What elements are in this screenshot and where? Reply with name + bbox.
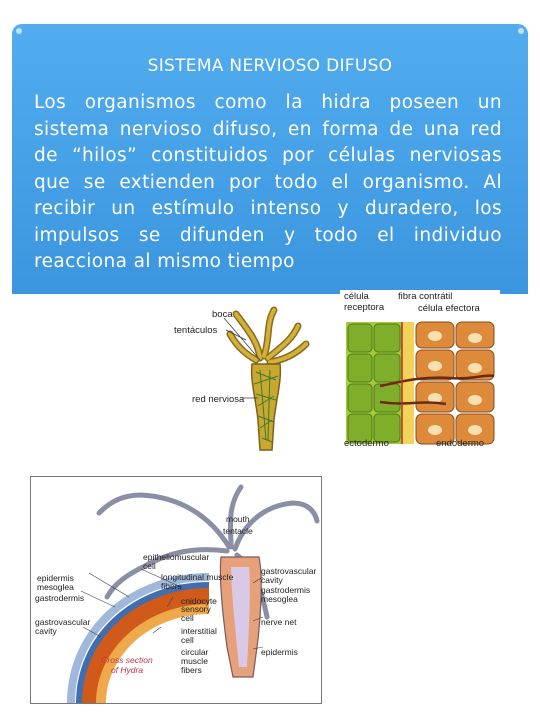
label-mesoglea: mesoglea — [37, 582, 74, 592]
label-interstitial: interstitial cell — [181, 626, 217, 645]
label-red-nerviosa: red nerviosa — [192, 394, 245, 405]
label-cnidocyte: cnidocyte — [181, 596, 217, 606]
label-gastrodermis-right: gastrodermis — [261, 585, 311, 595]
label-celula-receptora: célula receptora — [344, 291, 385, 313]
label-gastrovascular: gastrovascular cavity — [35, 617, 91, 636]
label-fibra-contratil: fibra contrátil — [398, 291, 453, 302]
label-ectodermo: ectodermo — [344, 438, 389, 449]
hydra-illustration — [170, 300, 338, 458]
hydra-cross-section-figure — [30, 476, 322, 704]
label-celula-efectora: célula efectora — [418, 303, 480, 314]
label-gastrodermis: gastrodermis — [35, 593, 85, 603]
label-tentaculos: tentáculos — [174, 325, 218, 336]
label-boca: boca — [212, 309, 233, 320]
label-nerve-net: nerve net — [261, 617, 297, 627]
label-cross-section: Cross section of Hydra — [101, 655, 153, 675]
label-mouth: mouth — [226, 514, 250, 524]
decor-dot — [16, 28, 22, 34]
label-endodermo: endodermo — [436, 438, 485, 449]
label-circular: circular muscle fibers — [181, 647, 209, 675]
decor-dot — [518, 28, 524, 34]
hydra-nerve-net-figure — [170, 300, 338, 458]
label-mesoglea-right: mesoglea — [261, 594, 298, 604]
label-epitheliomuscular: epitheliomuscular cell — [143, 552, 210, 571]
label-epidermis-right: epidermis — [261, 647, 298, 657]
label-tentacle: tentacle — [223, 526, 253, 536]
label-gvc-right: gastrovascular cavity — [261, 566, 317, 585]
cell-layers-figure — [340, 290, 500, 460]
label-epidermis: epidermis — [37, 573, 74, 583]
slide-title: SISTEMA NERVIOSO DIFUSO — [147, 56, 393, 76]
slide-paragraph: Los organismos como la hidra poseen un sistema nervioso difuso, en forma de una red de “hilos” constituidos por células nerviosas que se extienden por todo el organismo. Al recibir un estímulo intenso y duradero, los impulsos se difunden y todo el individuo reacciona al mismo tiempo — [34, 92, 502, 272]
cell-layers-illustration — [340, 316, 500, 456]
label-longitudinal: longitudinal muscle fibers — [161, 572, 234, 591]
label-sensory: sensory cell — [181, 604, 211, 623]
